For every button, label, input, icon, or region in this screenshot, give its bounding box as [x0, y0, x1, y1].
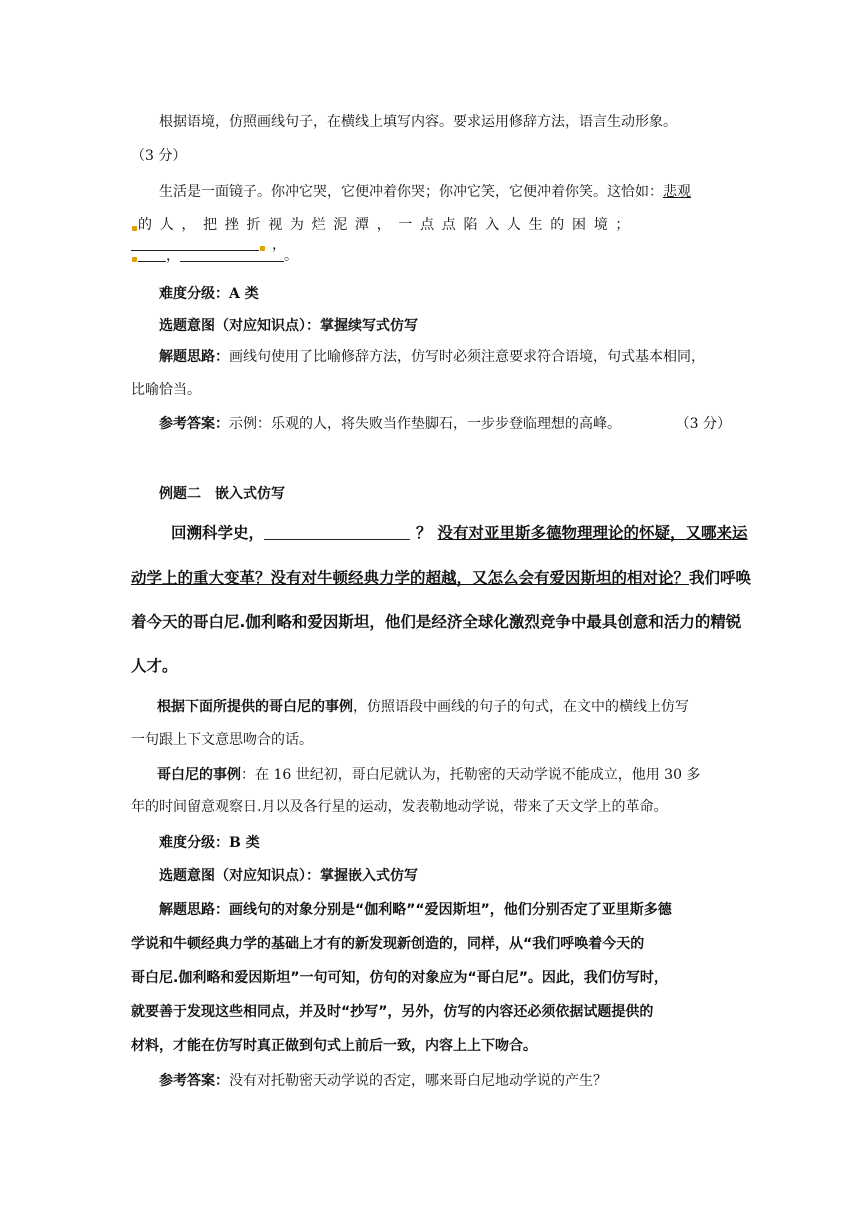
exercise-1-score: （3 分）: [131, 148, 187, 164]
exercise-2-difficulty: 难度分级：B 类: [159, 835, 260, 851]
exercise-2-approach-line2: 学说和牛顿经典力学的基础上才有的新发现新创造的，同样，从“我们呼唤着今天的: [131, 936, 645, 952]
example-2-instruction-line2: 一句跟上下文意思吻合的话。: [131, 732, 313, 748]
exercise-1-approach-line2: 比喻恰当。: [131, 382, 201, 398]
exercise-2-approach-line4: 就要善于发现这些相同点，并及时“抄写”，另外，仿写的内容还必须依据试题提供的: [131, 1004, 654, 1020]
exercise-1-text-line3: ， 。: [131, 246, 731, 266]
exercise-1-text: 生活是一面镜子。你冲它哭，它便冲着你哭；你冲它笑，它便冲着你笑。这恰如：悲观: [159, 184, 691, 200]
example-2-passage-line4: 人才。: [131, 657, 178, 675]
example-2-passage-line3: 着今天的哥白尼.伽利略和爱因斯坦，他们是经济全球化激烈竞争中最具创意和活力的精锐: [131, 613, 742, 631]
exercise-2-intent: 选题意图（对应知识点）：掌握嵌入式仿写: [159, 868, 418, 884]
mark-dot-icon: [132, 257, 137, 262]
exercise-2-approach-line1: 解题思路：画线句的对象分别是“伽利略”“爱因斯坦”，他们分别否定了亚里斯多德: [159, 902, 672, 918]
underlined-keyword: 悲观: [663, 184, 691, 200]
answer-blank-3[interactable]: [180, 247, 284, 262]
answer-blank-2[interactable]: [138, 247, 166, 262]
exercise-1-text-line2: 的人，把挫折视为烂泥潭，一点点陷入人生的困境；，: [131, 215, 731, 255]
exercise-1-prompt: 根据语境，仿照画线句子，在横线上填写内容。要求运用修辞方法，语言生动形象。: [159, 114, 677, 130]
example-2-heading: 例题二 嵌入式仿写: [159, 486, 285, 502]
exercise-2-approach-line5: 材料，才能在仿写时真正做到句式上前后一致，内容上上下吻合。: [131, 1038, 537, 1054]
example-2-passage-line1: 回溯科学史， ？ 没有对亚里斯多德物理理论的怀疑，又哪来运: [171, 524, 748, 542]
exercise-1-approach: 解题思路：画线句使用了比喻修辞方法，仿写时必须注意要求符合语境，句式基本相同，: [159, 349, 705, 365]
exercise-1-answer: 参考答案：示例：乐观的人，将失败当作垫脚石，一步步登临理想的高峰。 （3 分）: [159, 416, 731, 432]
exercise-1-difficulty: 难度分级：A 类: [159, 286, 259, 302]
example-2-passage-line2: 动学上的重大变革？没有对牛顿经典力学的超越，又怎么会有爱因斯坦的相对论？我们呼唤: [131, 569, 752, 587]
passage-blank[interactable]: [264, 525, 410, 540]
exercise-2-approach-line3: 哥白尼.伽利略和爱因斯坦”一句可知，仿句的对象应为“哥白尼”。因此，我们仿写时，: [131, 970, 668, 986]
mark-dot-icon: [132, 226, 137, 231]
example-2-instruction: 根据下面所提供的哥白尼的事例，仿照语段中画线的句子的句式，在文中的横线上仿写: [157, 699, 689, 715]
exercise-1-intent: 选题意图（对应知识点）：掌握续写式仿写: [159, 318, 418, 334]
exercise-2-answer: 参考答案：没有对托勒密天动学说的否定，哪来哥白尼地动学说的产生？: [159, 1073, 607, 1089]
copernicus-example-line2: 年的时间留意观察日.月以及各行星的运动，发表勒地动学说，带来了天文学上的革命。: [131, 799, 668, 815]
copernicus-example: 哥白尼的事例：在 16 世纪初，哥白尼就认为，托勒密的天动学说不能成立，他用 30 多: [157, 767, 701, 783]
